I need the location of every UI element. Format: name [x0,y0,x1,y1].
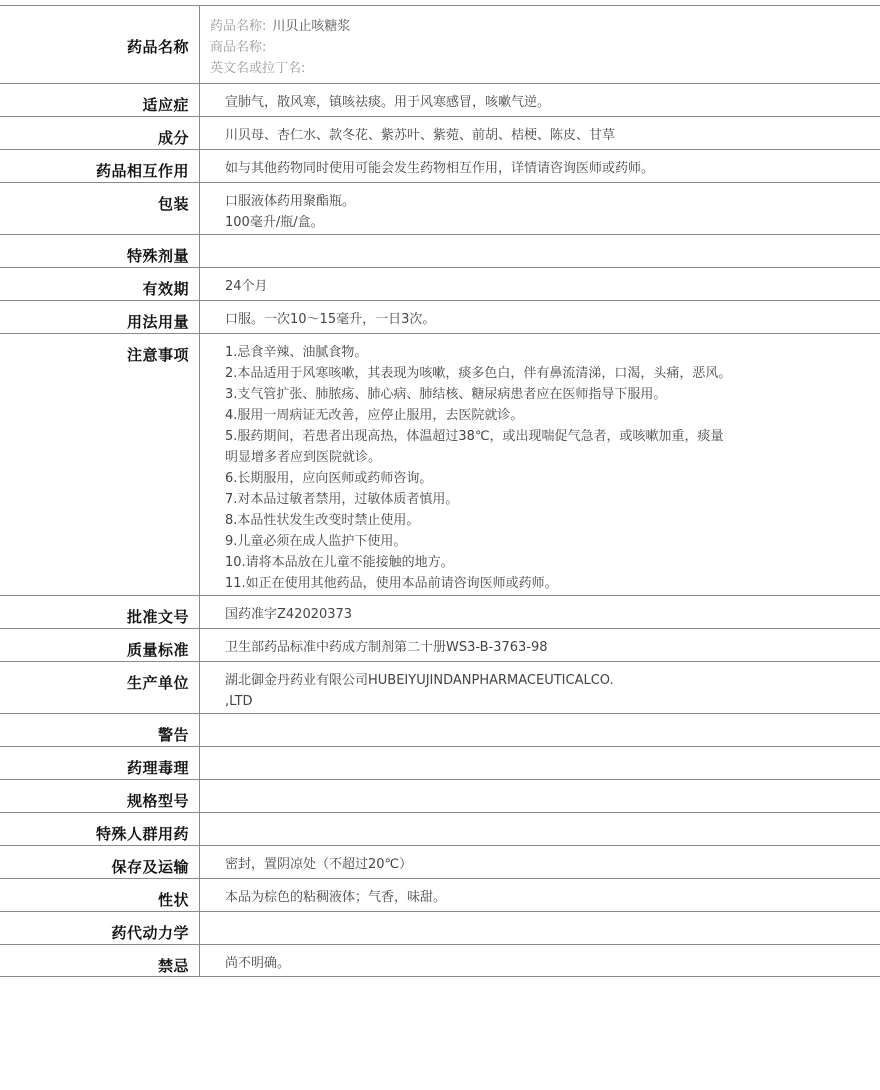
info-row [0,149,880,182]
value-line: 1.忌食辛辣、油腻食物。 [225,345,368,360]
row-value [200,301,880,333]
info-row [0,661,880,713]
row-value [200,747,880,779]
value-line: 4.服用一周病证无改善，应停止服用，去医院就诊。 [225,408,524,423]
info-row [0,713,880,746]
value-line: 100毫升/瓶/盒。 [225,215,324,230]
value-line: 8.本品性状发生改变时禁止使用。 [225,513,420,528]
row-label: 警告 [0,714,200,746]
english-name-key: 英文名或拉丁名: [210,61,306,76]
info-row [0,812,880,845]
row-value [200,912,880,944]
info-row [0,845,880,878]
row-label: 保存及运输 [0,846,200,878]
row-label: 特殊剂量 [0,235,200,267]
trade-name-line [210,37,880,58]
row-value [200,629,880,661]
row-value [200,268,880,300]
value-line: 2.本品适用于风寒咳嗽，其表现为咳嗽，痰多色白，伴有鼻流清涕，口渴，头痛，恶风。 [225,366,732,381]
row-label: 规格型号 [0,780,200,812]
value-line: 7.对本品过敏者禁用，过敏体质者慎用。 [225,492,459,507]
trade-name-key: 商品名称: [210,40,267,55]
info-row [0,267,880,300]
info-row [0,595,880,628]
generic-name-key: 药品名称: [210,19,267,34]
row-value [200,84,880,116]
value-line: 湖北御金丹药业有限公司HUBEIYUJINDANPHARMACEUTICALCO. [225,673,614,688]
info-row [0,779,880,812]
info-row [0,300,880,333]
value-line: 国药准字Z42020373 [225,607,353,622]
value-line: 如与其他药物同时使用可能会发生药物相互作用，详情请咨询医师或药师。 [225,161,655,176]
info-row [0,628,880,661]
row-value [200,846,880,878]
value-line: 24个月 [225,279,268,294]
english-name-line [210,58,880,79]
row-label: 禁忌 [0,945,200,976]
row-label: 生产单位 [0,662,200,713]
value-line: 10.请将本品放在儿童不能接触的地方。 [225,555,454,570]
info-row [0,911,880,944]
row-value [200,6,880,83]
row-value [200,780,880,812]
value-line: 川贝母、杏仁水、款冬花、紫苏叶、紫菀、前胡、桔梗、陈皮、甘草 [225,128,616,143]
row-label: 用法用量 [0,301,200,333]
row-label: 成分 [0,117,200,149]
row-value [200,813,880,845]
value-line: 5.服药期间，若患者出现高热，体温超过38℃，或出现喘促气急者，或咳嗽加重，痰量 [225,429,724,444]
info-row [0,116,880,149]
info-rows [0,83,880,977]
row-label: 性状 [0,879,200,911]
value-line: 密封，置阴凉处（不超过20℃） [225,857,413,872]
row-label: 注意事项 [0,334,200,595]
row-label: 质量标准 [0,629,200,661]
row-value [200,714,880,746]
drug-info-table [0,5,880,977]
row-value [200,879,880,911]
row-drug-name [0,5,880,83]
value-line: 口服。一次10～15毫升，一日3次。 [225,312,436,327]
value-line: 宣肺气，散风寒，镇咳祛痰。用于风寒感冒，咳嗽气逆。 [225,95,551,110]
generic-name-value: 川贝止咳糖浆 [272,19,351,34]
value-line: 6.长期服用，应向医师或药师咨询。 [225,471,433,486]
row-value [200,117,880,149]
row-label: 包装 [0,183,200,234]
row-label: 特殊人群用药 [0,813,200,845]
value-line: 11.如正在使用其他药品，使用本品前请咨询医师或药师。 [225,576,558,591]
row-value [200,150,880,182]
info-row [0,878,880,911]
info-row [0,234,880,267]
value-line: 明显增多者应到医院就诊。 [225,450,382,465]
row-value [200,334,880,595]
row-label: 有效期 [0,268,200,300]
row-value [200,596,880,628]
value-line: 3.支气管扩张、肺脓疡、肺心病、肺结核、糖尿病患者应在医师指导下服用。 [225,387,667,402]
row-value [200,183,880,234]
info-row [0,746,880,779]
row-label: 批准文号 [0,596,200,628]
info-row [0,333,880,595]
value-line: 尚不明确。 [225,956,291,971]
row-label: 药代动力学 [0,912,200,944]
row-label: 药理毒理 [0,747,200,779]
value-line: ,LTD [225,694,253,709]
info-row [0,83,880,116]
info-row [0,944,880,977]
value-line: 9.儿童必须在成人监护下使用。 [225,534,407,549]
row-label: 药品名称 [0,6,200,83]
value-line: 口服液体药用聚酯瓶。 [225,194,356,209]
row-label: 适应症 [0,84,200,116]
row-label: 药品相互作用 [0,150,200,182]
value-line: 卫生部药品标准中药成方制剂第二十册WS3-B-3763-98 [225,640,548,655]
row-value [200,945,880,976]
row-value [200,662,880,713]
value-line: 本品为棕色的粘稠液体；气香，味甜。 [225,890,447,905]
info-row [0,182,880,234]
row-value [200,235,880,267]
generic-name-line [210,16,880,37]
